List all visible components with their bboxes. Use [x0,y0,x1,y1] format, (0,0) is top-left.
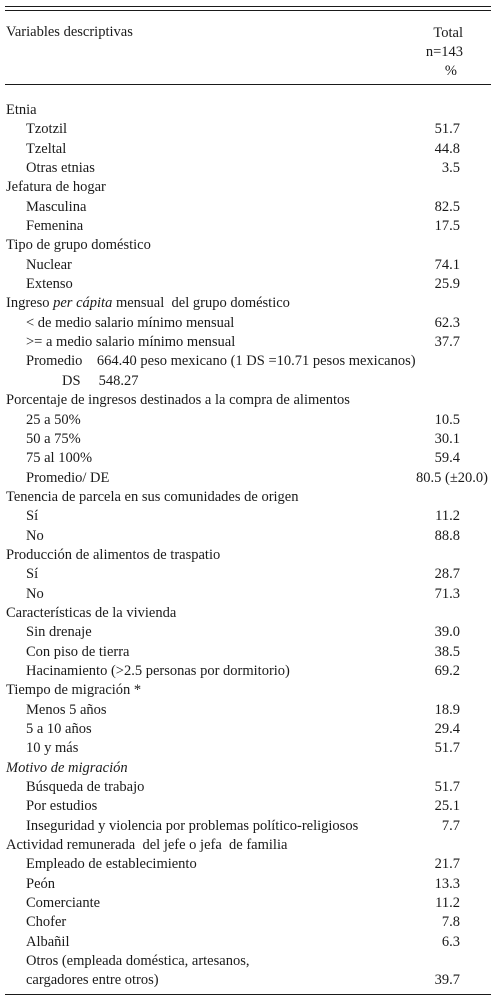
row-label: Comerciante [26,895,101,912]
column-header-total-line1: Total [433,25,463,41]
row-value: 11.2 [435,895,460,912]
column-header-variables: Variables descriptivas [6,24,133,40]
row-label: Nuclear [26,256,72,273]
row-value: 25.1 [434,798,460,815]
row-label: Chofer [26,914,67,931]
table-row [0,256,495,275]
table-top-rule-double [5,10,491,11]
row-value: 10.5 [434,411,460,428]
table-section-heading [0,681,495,700]
row-value: 38.5 [434,643,460,660]
row-value: 44.8 [434,140,460,157]
table-row [0,855,495,874]
row-label: 10 y más [26,740,79,757]
table-section-heading [0,604,495,623]
row-label: cargadores entre otros) [26,972,159,989]
row-label-text: mensual del grupo doméstico [112,295,290,312]
table-row [0,275,495,294]
row-label: Promedio/ DE [26,469,110,486]
table-bottom-rule [5,994,491,995]
table-row [0,933,495,952]
row-value: 88.8 [434,527,460,544]
row-value: 21.7 [434,856,460,873]
row-label: Tenencia de parcela en sus comunidades de origen [6,488,299,505]
column-header-total-line2: n=143 [425,44,463,60]
column-header-total-line3: % [444,63,457,79]
table-row [0,372,495,391]
table-row [0,952,495,971]
row-value: 17.5 [434,218,460,235]
row-value: 69.2 [434,662,460,679]
table-row [0,585,495,604]
table-row [0,411,495,430]
table-row [0,875,495,894]
row-label: Femenina [26,218,84,235]
table-section-heading [0,836,495,855]
row-value: 82.5 [434,198,460,215]
row-label: Etnia [6,102,37,118]
table-row [0,894,495,913]
table-row [0,971,495,990]
table-body [0,101,495,991]
table-section-heading [0,391,495,410]
row-label [6,294,290,313]
table-section-heading [0,546,495,565]
row-value: 37.7 [434,334,460,351]
table-row [0,720,495,739]
row-label: < de medio salario mínimo mensual [26,314,235,331]
row-label: Promedio 664.40 peso mexicano (1 DS =10.71 pesos mexicanos) [26,353,416,370]
row-label: No [26,585,44,602]
table-row [0,469,495,488]
row-label [6,759,128,778]
row-value: 62.3 [434,314,460,331]
table-row [0,507,495,526]
row-label-italic: per cápita [53,295,113,312]
row-label: Sí [26,566,39,583]
row-value: 59.4 [434,450,460,467]
table-row [0,778,495,797]
row-label: Hacinamiento (>2.5 personas por dormitorio) [26,662,290,679]
table-row [0,739,495,758]
row-value: 39.0 [434,624,460,641]
row-label: Jefatura de hogar [6,179,106,196]
table-row [0,449,495,468]
table-section-heading [0,294,495,313]
table-section-heading [0,488,495,507]
row-label: 50 a 75% [26,430,81,447]
row-value: 25.9 [434,276,460,293]
row-value: 51.7 [434,121,460,138]
table-row [0,352,495,371]
table-row [0,662,495,681]
table-top-rule [5,6,491,7]
row-label: Características de la vivienda [6,604,177,621]
table-section-heading [0,759,495,778]
table-row [0,643,495,662]
row-value: 3.5 [441,160,460,177]
row-value: 51.7 [434,779,460,796]
row-label: >= a medio salario mínimo mensual [26,334,236,351]
table-row [0,623,495,642]
row-label: Masculina [26,198,87,215]
row-value: 29.4 [434,721,460,737]
table-row [0,217,495,236]
table-row [0,140,495,159]
row-label: Tzeltal [26,140,67,157]
row-value: 13.3 [434,875,460,892]
row-label: Empleado de establecimiento [26,856,197,873]
row-label: Otras etnias [26,160,95,177]
table-section-heading [0,236,495,255]
table-row [0,333,495,352]
table-row [0,430,495,449]
row-label: Otros (empleada doméstica, artesanos, [26,953,250,970]
table-row [0,159,495,178]
row-label: Tiempo de migración * [6,682,142,699]
row-label: Tzotzil [26,121,68,138]
table-row [0,817,495,836]
row-label: Actividad remunerada del jefe o jefa de familia [6,837,288,854]
row-label: Con piso de tierra [26,643,130,660]
column-header-total [426,24,463,81]
row-label: Sin drenaje [26,624,92,641]
row-value: 6.3 [441,933,460,950]
table-row [0,565,495,584]
table-section-heading [0,101,495,120]
table-section-heading [0,178,495,197]
table-row [0,120,495,139]
row-value: 28.7 [434,566,460,583]
table-row [0,198,495,217]
row-value: 51.7 [434,740,460,757]
table-row [0,314,495,333]
table-row [0,913,495,932]
row-label: Peón [26,875,55,892]
row-label-italic: Motivo de migración [6,759,128,776]
header-separator-rule [5,84,491,85]
row-label: Menos 5 años [26,701,107,718]
row-label: No [26,527,44,544]
row-label: Porcentaje de ingresos destinados a la compra de alimentos [6,392,350,409]
table-row [0,701,495,720]
row-value: 30.1 [434,430,460,447]
row-label: 5 a 10 años [26,721,92,737]
row-value: 74.1 [434,256,460,273]
row-label: Por estudios [26,798,98,815]
table-row [0,797,495,816]
row-label-text: Ingreso [6,295,54,312]
row-label: Inseguridad y violencia por problemas político-religiosos [26,817,359,834]
row-label: 75 al 100% [26,450,93,467]
row-value: 7.8 [441,914,460,931]
row-value: 11.2 [435,508,460,525]
row-label: Sí [26,508,39,525]
row-value: 71.3 [434,585,460,602]
row-label: Producción de alimentos de traspatio [6,546,221,563]
table-row [0,527,495,546]
row-value: 80.5 (±20.0) [416,469,488,486]
row-label: 25 a 50% [26,411,81,428]
row-value: 7.7 [441,817,460,834]
row-value: 39.7 [434,972,460,989]
row-label: Tipo de grupo doméstico [6,237,151,254]
row-label: Extenso [26,276,73,293]
row-label: DS 548.27 [62,372,139,389]
row-label: Búsqueda de trabajo [26,779,145,796]
row-value: 18.9 [434,701,460,718]
row-label: Albañil [26,933,70,950]
